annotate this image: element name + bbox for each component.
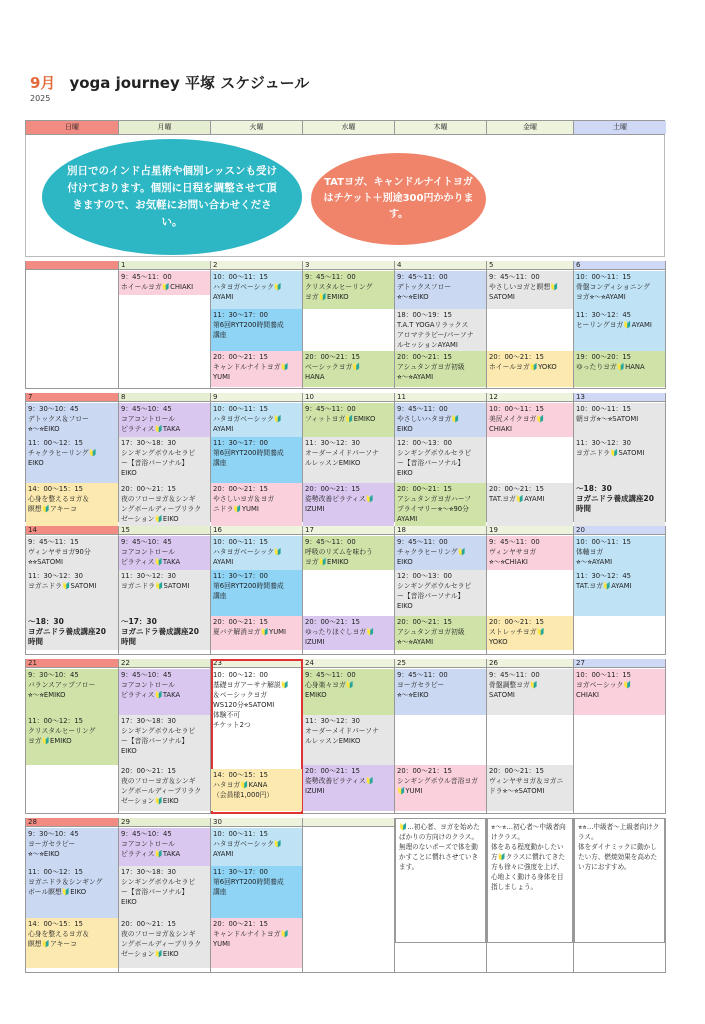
day-cell[interactable] — [211, 659, 303, 814]
class-slot[interactable]: 10：00〜11：15 朝ヨガ⭐︎〜⭐︎SATOMI — [574, 403, 665, 437]
class-slot[interactable]: 20：00〜21：15 ホイールヨガ🔰YOKO — [487, 351, 573, 387]
class-slot[interactable]: 11：30〜17：00 第6回RYT200時間養成 講座 — [211, 437, 302, 483]
day-cell[interactable] — [303, 526, 395, 655]
class-slot[interactable]: 10：00〜11：15 ハタヨガベーシック🔰 AYAMI — [211, 403, 302, 437]
level-legend: ⭐︎〜⭐︎…初心者〜中級者向けクラス。 体をある程度動かしたい方🔰クラスに慣れてきた方も徐々に強度を上げ、心地よく動ける身体を目指しましょう。 — [487, 818, 573, 943]
day-number: 21 — [26, 659, 118, 668]
class-slot[interactable]: 12：00〜13：00 シンギングボウルセラピ ー【音浴パーソナル】 EIKO — [395, 437, 486, 483]
day-number: 23 — [211, 659, 302, 668]
day-number: 13 — [574, 393, 665, 402]
class-slot[interactable]: 11：00〜12：15 ヨガニドラ＆シンギング ボール瞑想🔰EIKO — [26, 866, 118, 918]
day-cell[interactable] — [211, 526, 303, 655]
day-cell[interactable] — [395, 261, 487, 389]
day-cell[interactable] — [395, 393, 487, 522]
day-cell[interactable] — [487, 393, 574, 522]
class-slot[interactable]: 20：00〜21：15 姿勢改善ピラティス🔰 IZUMI — [303, 765, 394, 811]
class-slot[interactable]: 9：45〜11：00 ホイールヨガ🔰CHIAKI — [119, 271, 210, 295]
class-slot[interactable]: 10：00〜11：15 ハタヨガベーシック🔰 AYAMI — [211, 828, 302, 866]
class-slot[interactable]: 9：45〜11：00 やさしいヨガと瞑想🔰 SATOMI — [487, 271, 573, 309]
weekday-header — [25, 120, 665, 135]
class-slot[interactable]: 11：30〜12：45 TAT.ヨガ🔰AYAMI — [574, 570, 665, 616]
weekday-wed: 水曜 — [303, 121, 395, 134]
day-cell[interactable] — [303, 818, 395, 973]
weekday-sat: 土曜 — [574, 121, 666, 134]
calendar-week — [25, 526, 665, 655]
class-slot[interactable]: 18：00〜19：15 T.A.T YOGAリラックス アロマテラピー/パーソナ ルセッションAYAMI — [395, 309, 486, 351]
day-number: 25 — [395, 659, 486, 668]
day-number: 2 — [211, 261, 302, 270]
year-label: 2025 — [30, 94, 51, 103]
day-number: 7 — [26, 393, 118, 402]
day-number: 14 — [26, 526, 118, 535]
class-slot[interactable]: 17：30〜18：30 シンギングボウルセラピ ー【音浴パーソナル】 EIKO — [119, 715, 210, 765]
class-slot[interactable]: 20：00〜21：15 アシュタンガヨガ初級 ⭐︎〜⭐︎AYAMI — [395, 351, 486, 387]
notice-bubble-ticket: TATヨガ、キャンドルナイトヨガはチケット＋別途300円かかります。 — [311, 153, 486, 245]
calendar-week — [25, 818, 665, 973]
day-cell[interactable] — [119, 261, 211, 389]
day-cell[interactable] — [574, 261, 666, 389]
class-slot[interactable]: 10：00〜12：00 基礎ヨガアーサナ解説🔰 ＆ベーシックヨガ WS120分⭐︎SATOMI 体験不可 チケット2つ — [213, 671, 290, 729]
day-cell[interactable] — [211, 818, 303, 973]
class-slot[interactable]: 20：00〜21：15 TAT.ヨガ🔰AYAMI — [487, 483, 573, 531]
day-cell[interactable] — [211, 393, 303, 522]
class-slot[interactable]: 17：30〜18：30 シンギングボウルセラピ ー【音浴パーソナル】 EIKO — [119, 866, 210, 918]
weekday-fri: 金曜 — [487, 121, 574, 134]
day-cell[interactable] — [26, 818, 119, 973]
class-slot[interactable]: 20：00〜21：15 ストレッチヨガ🔰 YOKO — [487, 616, 573, 650]
day-cell[interactable] — [119, 526, 211, 655]
day-cell[interactable] — [119, 818, 211, 973]
calendar-weeks — [25, 261, 665, 973]
class-slot[interactable]: 11：00〜12：15 チャクラヒーリング🔰 EIKO — [26, 437, 118, 483]
class-slot[interactable]: 9：45〜11：00 やさしいハタヨガ🔰 EIKO — [395, 403, 486, 437]
day-cell[interactable] — [26, 261, 119, 389]
class-slot[interactable]: 20：00〜21：15 キャンドルナイトヨガ🔰 YUMI — [211, 351, 302, 387]
day-cell[interactable] — [119, 393, 211, 522]
class-slot[interactable]: 19：00〜20：15 ゆったりヨガ🔰HANA — [574, 351, 665, 387]
day-number: 10 — [303, 393, 394, 402]
day-cell[interactable] — [303, 393, 395, 522]
class-slot[interactable]: 20：00〜21：15 夜のフローヨガ＆シンギ ングボールディープリラク ゼーション🔰EIKO — [119, 765, 210, 811]
class-slot[interactable]: 9：45〜11：00 デトックスフロー ⭐︎〜⭐︎EIKO — [395, 271, 486, 309]
calendar-week — [25, 261, 665, 389]
weekday-sun: 日曜 — [26, 121, 119, 134]
day-number: 20 — [574, 526, 665, 535]
class-slot[interactable]: 20：00〜21：15 夏バテ解消ヨガ🔰YUMI — [211, 616, 302, 650]
day-cell[interactable] — [574, 659, 666, 814]
class-slot[interactable]: 14：00〜15：15 心身を整えるヨガ＆ 瞑想🔰アキーコ — [26, 483, 118, 531]
class-slot[interactable]: 10：00〜11：15 体軸ヨガ ⭐︎〜⭐︎AYAMI — [574, 536, 665, 570]
class-slot[interactable]: 9：45〜11：00 ヴィンヤサヨガ ⭐︎〜⭐︎CHIAKI — [487, 536, 573, 570]
day-cell[interactable] — [303, 261, 395, 389]
calendar-week — [25, 393, 665, 522]
day-number: 19 — [487, 526, 573, 535]
class-slot[interactable]: 20：00〜21：15 ゆったりほぐしヨガ🔰 IZUMI — [303, 616, 394, 650]
day-number: 24 — [303, 659, 394, 668]
day-number: 28 — [26, 818, 118, 827]
day-cell[interactable] — [487, 659, 574, 814]
weekday-mon: 月曜 — [119, 121, 211, 134]
class-slot[interactable]: 〜18：30 ヨガニドラ養成講座20 時間 — [574, 483, 665, 531]
class-slot[interactable]: 20：00〜21：15 ベーシックヨガ🔰 HANA — [303, 351, 394, 387]
month-label: 9月 — [30, 74, 56, 92]
class-slot[interactable]: 〜18：30 ヨガニドラ養成講座20 時間 — [26, 616, 118, 650]
day-cell[interactable] — [487, 261, 574, 389]
day-number: 17 — [303, 526, 394, 535]
day-cell[interactable] — [487, 526, 574, 655]
day-number: 4 — [395, 261, 486, 270]
class-slot[interactable]: 20：00〜21：15 やさしいヨガ＆ヨガ ニドラ🔰YUMI — [211, 483, 302, 531]
calendar-week — [25, 659, 665, 814]
day-cell[interactable] — [211, 261, 303, 389]
class-slot[interactable]: 9：45〜10：45 コアコントロール ピラティス🔰TAKA — [119, 403, 210, 437]
day-number: 15 — [119, 526, 210, 535]
day-number: 26 — [487, 659, 573, 668]
day-number: 12 — [487, 393, 573, 402]
class-slot[interactable]: 11：30〜12：30 オーダーメイドパーソナ ルレッスンEMIKO — [303, 437, 394, 483]
day-cell[interactable] — [487, 818, 574, 973]
class-slot[interactable]: 9：45〜10：45 コアコントロール ピラティス🔰TAKA — [119, 536, 210, 570]
day-number: 18 — [395, 526, 486, 535]
class-slot[interactable]: 10：00〜11：15 骨盤コンディショニング ヨガ⭐︎〜⭐︎AYAMI — [574, 271, 665, 309]
day-cell[interactable] — [26, 393, 119, 522]
day-number: 1 — [119, 261, 210, 270]
day-number — [303, 818, 394, 827]
class-slot[interactable]: 9：30〜10：45 ヨーガセラピー ⭐︎〜⭐︎EIKO — [26, 828, 118, 866]
class-slot[interactable]: 9：45〜11：00 クリスタルヒーリング ヨガ🔰EMIKO — [303, 271, 394, 309]
day-cell[interactable] — [26, 659, 119, 814]
schedule-sheet — [25, 120, 665, 973]
weekday-thu: 木曜 — [395, 121, 487, 134]
class-slot[interactable]: 11：00〜12：15 クリスタルヒーリング ヨガ🔰EMIKO — [26, 715, 118, 765]
notice-area — [25, 135, 665, 257]
schedule-title: yoga journey 平塚 スケジュール — [69, 74, 310, 92]
class-slot[interactable]: 20：00〜21：15 アシュタンガヨガ初級 ⭐︎〜⭐︎AYAMI — [395, 616, 486, 650]
class-slot[interactable]: 11：30〜12：30 ヨガニドラ🔰SATOMI — [26, 570, 118, 616]
class-slot[interactable]: 9：45〜11：00 骨盤調整ヨガ🔰 SATOMI — [487, 669, 573, 715]
class-slot[interactable]: 9：30〜10：45 デトックス＆フロー ⭐︎〜⭐︎EIKO — [26, 403, 118, 437]
day-number: 22 — [119, 659, 210, 668]
day-number: 11 — [395, 393, 486, 402]
day-cell[interactable] — [303, 659, 395, 814]
class-slot[interactable]: 11：30〜17：00 第6回RYT200時間養成 講座 — [211, 570, 302, 616]
class-slot[interactable]: 9：45〜11：00 ヨーガセラピー ⭐︎〜⭐︎EIKO — [395, 669, 486, 715]
class-slot[interactable]: 20：00〜21：15 キャンドルナイトヨガ🔰 YUMI — [211, 918, 302, 968]
day-number: 5 — [487, 261, 573, 270]
day-cell[interactable] — [26, 526, 119, 655]
class-slot[interactable]: 〜17：30 ヨガニドラ養成講座20 時間 — [119, 616, 210, 650]
day-cell[interactable] — [119, 659, 211, 814]
class-slot[interactable]: 11：30〜12：30 ヨガニドラ🔰SATOMI — [119, 570, 210, 616]
class-slot[interactable]: 12：00〜13：00 シンギングボウルセラピ ー【音浴パーソナル】 EIKO — [395, 570, 486, 616]
class-slot[interactable]: 9：45〜11：00 チャクラヒーリング🔰 EIKO — [395, 536, 486, 570]
class-slot[interactable]: 10：00〜11：15 ヨガベーシック🔰 CHIAKI — [574, 669, 665, 715]
class-slot[interactable]: 14：00〜15：15 心身を整えるヨガ＆ 瞑想🔰アキーコ — [26, 918, 118, 968]
day-cell[interactable] — [395, 659, 487, 814]
level-legend: 🔰…初心者、ヨガを始めたばかりの方向けのクラス。 無理のないポーズで体を動かすことに慣れさせていきます。 — [395, 818, 486, 943]
class-slot[interactable]: 11：30〜12：30 オーダーメイドパーソナ ルレッスンEMIKO — [303, 715, 394, 765]
level-legend: ⭐︎⭐︎…中級者〜上級者向けクラス。 体をダイナミックに動かしたい方、燃焼効果を高めたい方におすすめ。 — [574, 818, 665, 943]
day-number: 29 — [119, 818, 210, 827]
class-slot[interactable]: 10：00〜11：15 ハタヨガベーシック🔰 AYAMI — [211, 271, 302, 309]
class-slot[interactable]: 20：00〜21：15 ヴィンヤサヨガ＆ヨガニ ドラ⭐︎〜⭐︎SATOMI — [487, 765, 573, 811]
day-number: 3 — [303, 261, 394, 270]
day-cell[interactable] — [395, 526, 487, 655]
weekday-tue: 火曜 — [211, 121, 303, 134]
day-number: 8 — [119, 393, 210, 402]
class-slot[interactable]: 9：45〜11：15 ヴィンヤサヨガ90分 ⭐︎⭐︎SATOMI — [26, 536, 118, 570]
class-slot[interactable]: 20：00〜21：15 夜のフローヨガ＆シンギ ングボールディープリラク ゼーション🔰EIKO — [119, 918, 210, 968]
class-slot[interactable]: 9：45〜10：45 コアコントロール ピラティス🔰TAKA — [119, 669, 210, 715]
class-slot[interactable]: 10：00〜11：15 美尻メイクヨガ🔰 CHIAKI — [487, 403, 573, 437]
day-cell[interactable] — [395, 818, 487, 973]
day-cell[interactable] — [574, 526, 666, 655]
class-slot[interactable]: 20：00〜21：15 姿勢改善ピラティス🔰 IZUMI — [303, 483, 394, 531]
class-slot[interactable]: 11：30〜17：00 第6回RYT200時間養成 講座 — [211, 866, 302, 918]
notice-bubble-individual: 別日でのインド占星術や個別レッスンも受け付けております。個別に日程を調整させて頂きますので、お気軽にお問い合わせください。 — [42, 139, 302, 255]
class-slot[interactable]: 9：45〜11：00 心身楽々ヨガ🔰 EMIKO — [303, 669, 394, 715]
day-number: 30 — [211, 818, 302, 827]
class-slot[interactable]: 11：30〜12：45 ヒーリングヨガ🔰AYAMI — [574, 309, 665, 351]
class-slot[interactable]: 9：45〜11：00 フィットヨガ🔰EMIKO — [303, 403, 394, 437]
class-slot[interactable]: 20：00〜21：15 夜のフローヨガ＆シンギ ングボールディープリラク ゼーション🔰EIKO — [119, 483, 210, 531]
day-number: 6 — [574, 261, 665, 270]
page-title — [30, 72, 309, 93]
class-slot[interactable]: 14：00〜15：15 ハタヨガ🔰KANA （会員様1,000円） — [211, 769, 302, 811]
class-slot[interactable]: 9：45〜11：00 呼吸のリズムを味わう ヨガ🔰EMIKO — [303, 536, 394, 570]
class-slot[interactable]: 11：30〜12：30 ヨガニドラ🔰SATOMI — [574, 437, 665, 483]
day-number: 9 — [211, 393, 302, 402]
class-slot[interactable]: 11：30〜17：00 第6回RYT200時間養成 講座 — [211, 309, 302, 351]
day-number — [26, 261, 118, 270]
class-slot[interactable]: 9：45〜10：45 コアコントロール ピラティス🔰TAKA — [119, 828, 210, 866]
class-slot[interactable]: 20：00〜21：15 シンギングボウル音浴ヨガ 🔰YUMI — [395, 765, 486, 811]
class-slot[interactable]: 10：00〜11：15 ハタヨガベーシック🔰 AYAMI — [211, 536, 302, 570]
class-slot[interactable]: 20：00〜21：15 アシュタンガヨガハーフ プライマリー⭐︎〜⭐︎90分 AYAMI — [395, 483, 486, 531]
day-number: 27 — [574, 659, 665, 668]
day-cell[interactable] — [574, 393, 666, 522]
day-cell[interactable] — [574, 818, 666, 973]
class-slot[interactable]: 17：30〜18：30 シンギングボウルセラピ ー【音浴パーソナル】 EIKO — [119, 437, 210, 483]
day-number: 16 — [211, 526, 302, 535]
class-slot[interactable]: 9：30〜10：45 バランスアップフロー ⭐︎〜⭐︎EMIKO — [26, 669, 118, 715]
